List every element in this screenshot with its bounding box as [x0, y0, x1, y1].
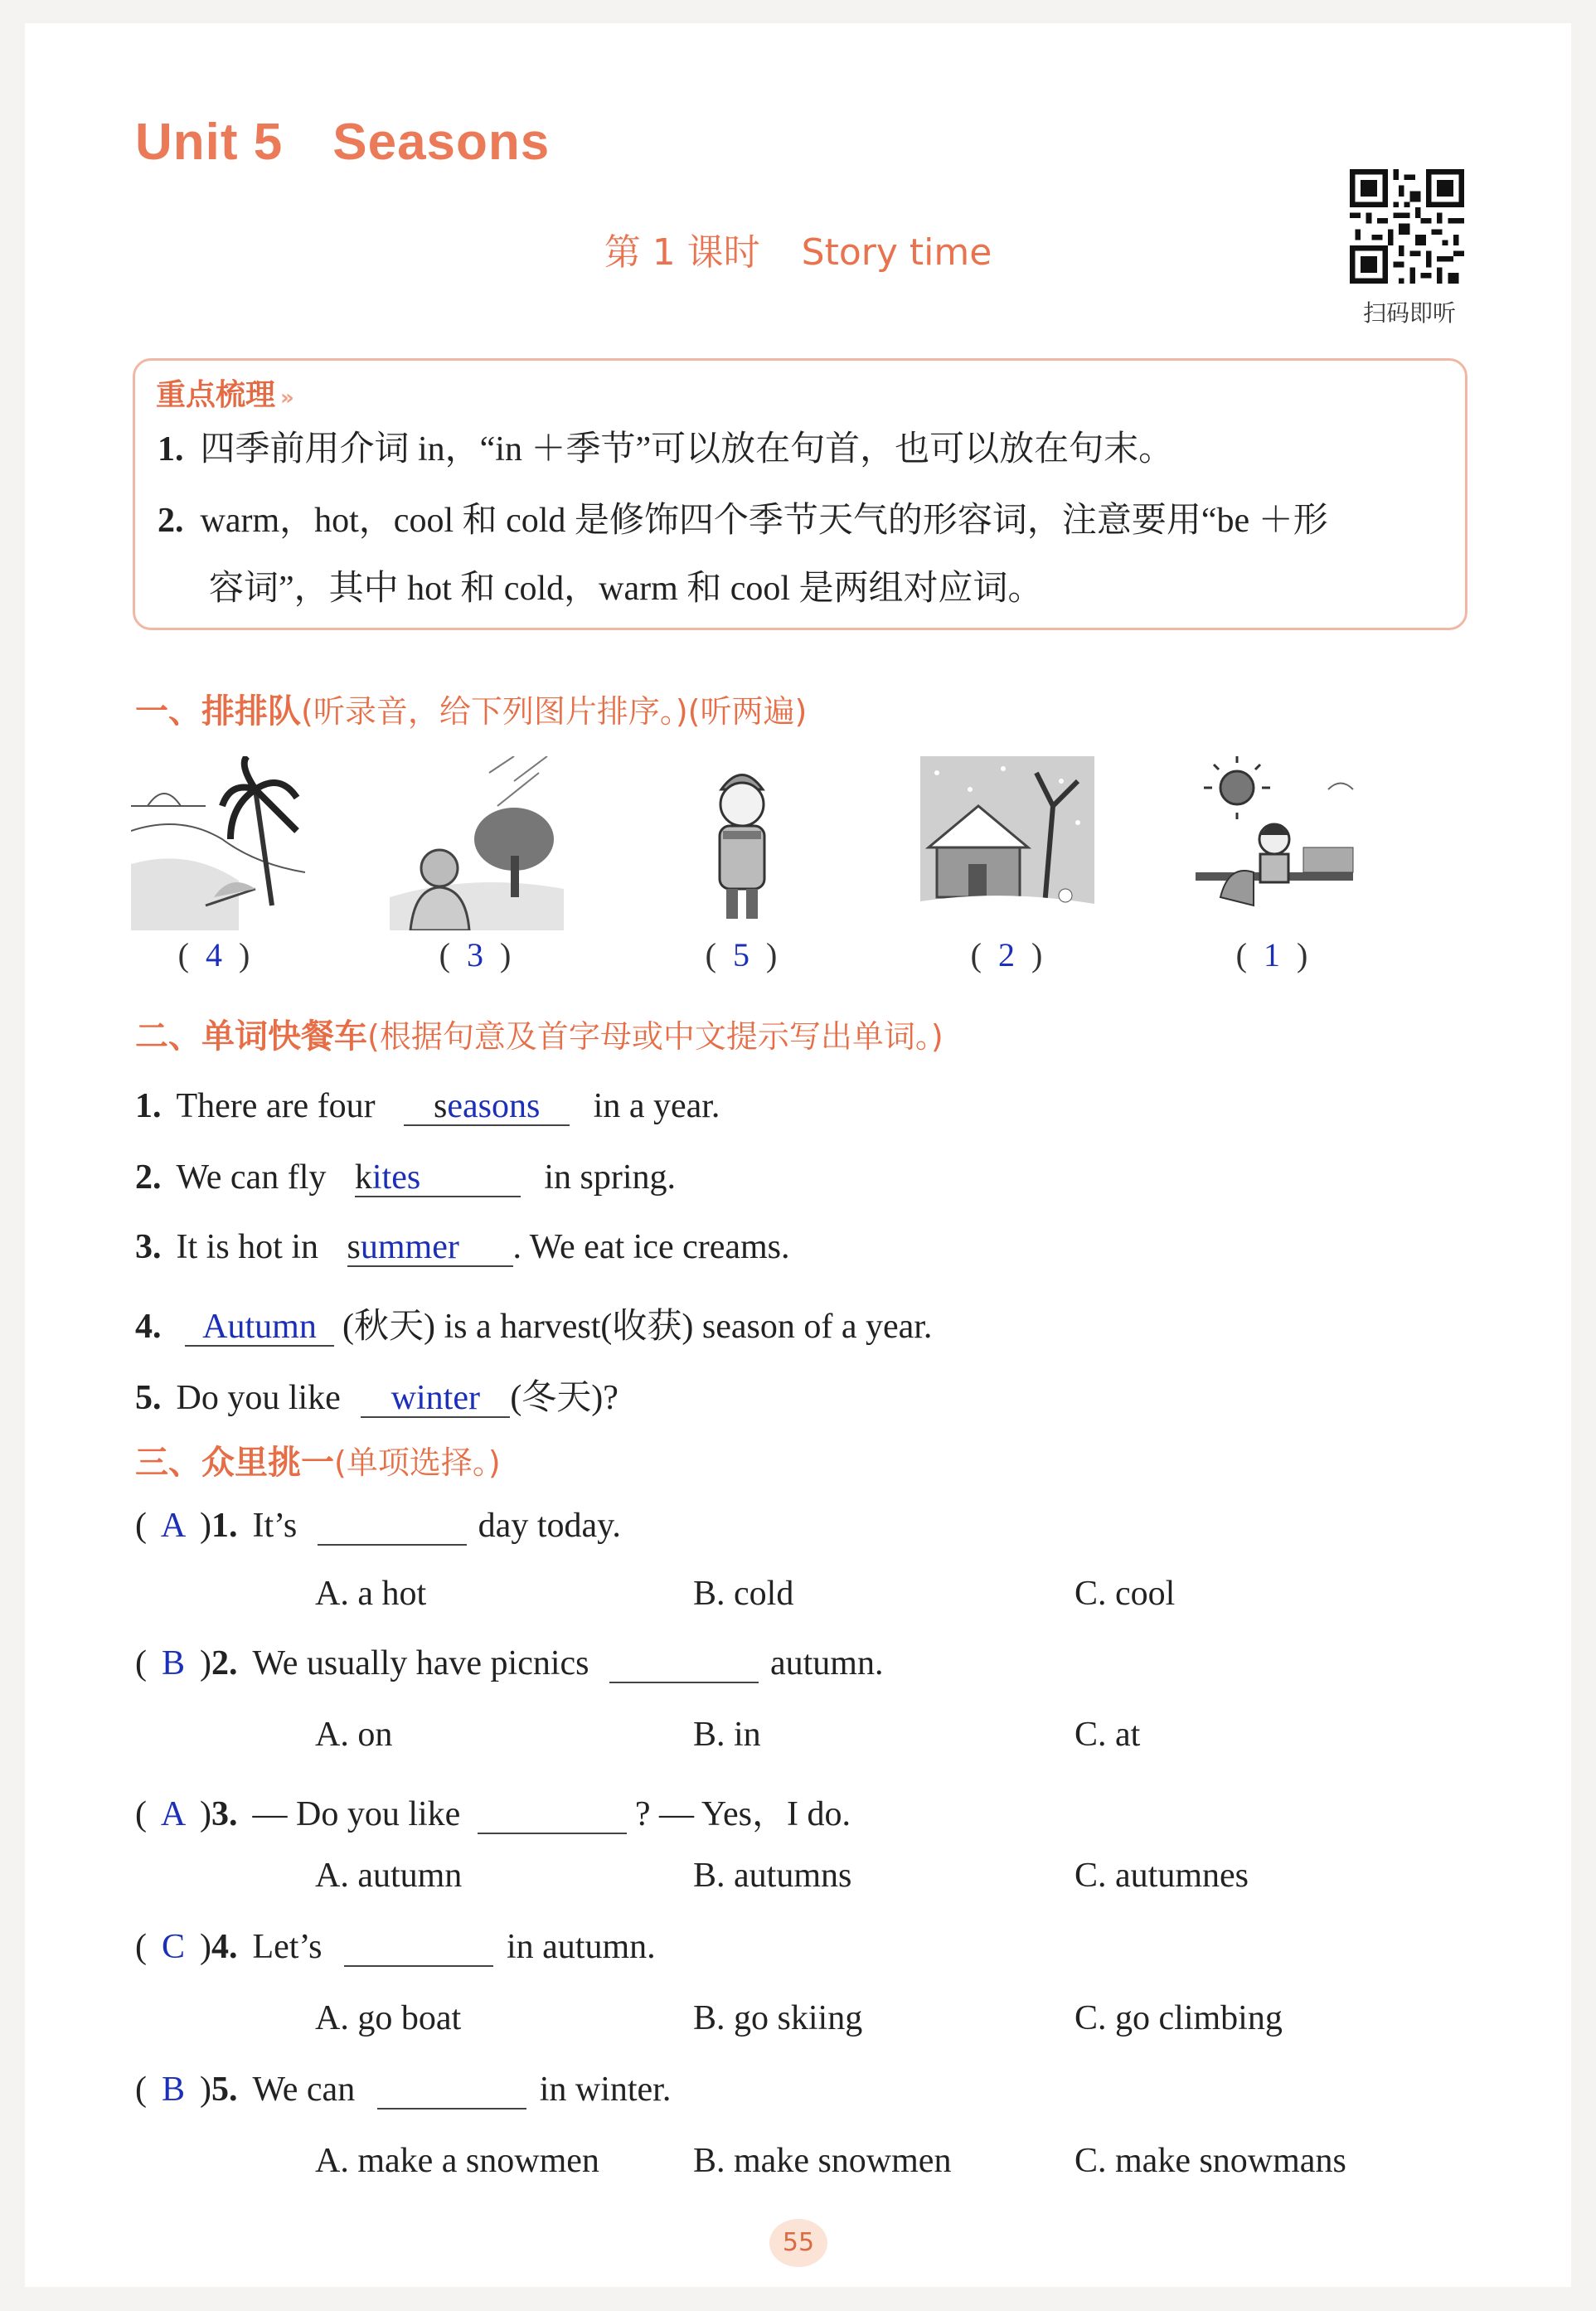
section-2-note: (根据句意及首字母或中文提示写出单词。) [367, 1018, 944, 1055]
key-point-text: 容词”，其中 hot 和 cold，warm 和 cool 是两组对应词。 [209, 570, 1043, 608]
item-num: 4. [211, 1928, 238, 1966]
mc-item-1: ( A )1. It’s day today. [135, 1507, 621, 1545]
key-point-num: 1. [158, 430, 184, 469]
option-b[interactable]: B. cold [693, 1575, 794, 1613]
fill-item-2 [135, 1158, 676, 1197]
stem-before: We can [252, 2071, 356, 2109]
unit-name: Seasons [332, 114, 551, 171]
item-text-after: . We eat ice creams. [512, 1228, 790, 1266]
answer-blank[interactable] [185, 1308, 334, 1347]
order-answer-value: 4 [206, 936, 222, 973]
stem-before: Let’s [252, 1928, 323, 1966]
lesson-name: Story time [801, 231, 992, 274]
item-text-after: in spring. [544, 1158, 677, 1197]
option-c[interactable]: C. at [1075, 1716, 1141, 1754]
answer-blank[interactable] [377, 2071, 526, 2110]
mc-item-2: ( B )2. We usually have picnics autumn. [135, 1644, 884, 1682]
answer-blank[interactable] [404, 1088, 570, 1126]
fill-item-3 [135, 1227, 790, 1267]
sun-boy-bench-icon [1187, 756, 1361, 930]
lesson-number: 第 1 课时 [604, 231, 760, 274]
answer-blank[interactable] [478, 1796, 627, 1834]
key-point-1 [158, 421, 1173, 471]
section-3-heading [135, 1436, 501, 1483]
key-points-title-text: 重点梳理 [156, 378, 276, 412]
option-b[interactable]: B. autumns [693, 1857, 852, 1895]
stem-after: in autumn. [506, 1928, 656, 1966]
item-text-after: (秋天) is a harvest(收获) season of a year. [342, 1308, 933, 1346]
key-point-num: 2. [158, 502, 184, 540]
item-num: 2. [135, 1158, 162, 1197]
key-point-text: warm，hot，cool 和 cold 是修饰四个季节天气的形容词，注意要用“be ＋形 [200, 502, 1328, 540]
mc-answer: A [160, 1507, 187, 1545]
item-text-before: There are four [176, 1087, 376, 1125]
item-num: 3. [211, 1795, 238, 1833]
option-b[interactable]: B. make snowmen [693, 2142, 952, 2180]
section-2-title: 二、单词快餐车 [135, 1017, 367, 1056]
key-point-2 [158, 493, 1328, 542]
snowy-house-icon [920, 756, 1094, 930]
order-answer-3: ( 5 ) [705, 936, 778, 973]
unit-number: Unit 5 [135, 114, 284, 171]
mc-item-4: ( C )4. Let’s in autumn. [135, 1928, 656, 1966]
answer-blank[interactable] [361, 1380, 510, 1418]
hint-letter: s [434, 1087, 448, 1125]
mc-answer: A [160, 1795, 187, 1833]
beach-palm-icon [131, 756, 305, 930]
key-points-title [156, 371, 294, 414]
item-num: 1. [135, 1087, 162, 1125]
stem-before: — Do you like [252, 1795, 461, 1833]
item-text-before: Do you like [176, 1379, 341, 1417]
option-c[interactable]: C. make snowmans [1075, 2142, 1346, 2180]
stem-before: It’s [252, 1507, 298, 1545]
windy-tree-girl-icon [390, 756, 564, 930]
answer-text: ites [371, 1158, 421, 1197]
item-num: 3. [135, 1228, 162, 1266]
hint-letter: s [347, 1228, 361, 1266]
fill-item-4 [135, 1299, 932, 1348]
stem-after: autumn. [770, 1644, 884, 1682]
option-c[interactable]: C. go climbing [1075, 1999, 1283, 2037]
section-3-title: 三、众里挑一 [135, 1444, 334, 1482]
section-1-title: 一、排排队 [135, 692, 301, 731]
unit-title [135, 113, 550, 172]
answer-blank[interactable] [347, 1229, 513, 1267]
option-c[interactable]: C. cool [1075, 1575, 1176, 1613]
order-answer-value: 1 [1264, 936, 1280, 973]
item-num: 4. [135, 1308, 162, 1346]
page-number: 55 [769, 2219, 827, 2267]
option-a[interactable]: A. make a snowmen [315, 2142, 599, 2180]
item-num: 5. [135, 1379, 162, 1417]
order-answer-value: 2 [998, 936, 1015, 973]
section-3-note: (单项选择。) [334, 1444, 501, 1481]
answer-blank[interactable] [344, 1929, 493, 1967]
stem-after: in winter. [539, 2071, 672, 2109]
item-text-after: (冬天)? [510, 1379, 619, 1417]
stem-after: day today. [478, 1507, 621, 1545]
fill-item-1 [135, 1086, 720, 1126]
answer-blank[interactable] [609, 1645, 759, 1683]
stem-after: ? — Yes，I do. [634, 1795, 851, 1833]
mc-item-3: ( A )3. — Do you like ? — Yes，I do. [135, 1795, 851, 1833]
section-1-note: (听录音，给下列图片排序。)(听两遍) [301, 693, 808, 730]
item-text-before: It is hot in [176, 1228, 319, 1266]
answer-text: easons [447, 1087, 541, 1125]
hint-letter: k [354, 1158, 372, 1197]
qr-code-icon[interactable] [1350, 169, 1464, 284]
cold-boy-icon [655, 756, 829, 930]
qr-caption: 扫码即听 [1362, 299, 1456, 327]
item-num: 1. [211, 1507, 238, 1545]
item-num: 2. [211, 1644, 238, 1682]
key-point-text: 四季前用介词 in，“in ＋季节”可以放在句首，也可以放在句末。 [200, 430, 1174, 469]
mc-answer: C [161, 1928, 185, 1966]
option-b[interactable]: B. in [693, 1716, 761, 1754]
option-c[interactable]: C. autumnes [1075, 1857, 1249, 1895]
item-text-after: in a year. [593, 1087, 720, 1125]
mc-answer: B [161, 1644, 185, 1682]
option-a[interactable]: A. on [315, 1716, 393, 1754]
section-2-heading [135, 1010, 944, 1057]
order-answer-value: 3 [467, 936, 483, 973]
double-chevron-icon: » [280, 386, 294, 410]
mc-item-5: ( B )5. We can in winter. [135, 2071, 672, 2109]
answer-blank[interactable] [355, 1159, 521, 1197]
answer-text: Autumn [202, 1308, 317, 1346]
order-answer-value: 5 [733, 936, 749, 973]
order-answer-5: ( 1 ) [1235, 936, 1308, 973]
order-answer-2: ( 3 ) [439, 936, 512, 973]
mc-answer: B [161, 2071, 185, 2109]
answer-blank[interactable] [318, 1507, 467, 1546]
option-a[interactable]: A. go boat [315, 1999, 462, 2037]
option-a[interactable]: A. autumn [315, 1857, 463, 1895]
key-point-2-cont [209, 561, 1043, 610]
option-b[interactable]: B. go skiing [693, 1999, 863, 2037]
answer-text: ummer [360, 1228, 459, 1266]
item-num: 5. [211, 2071, 238, 2109]
answer-text: winter [391, 1379, 480, 1417]
order-answer-1: ( 4 ) [177, 936, 250, 973]
order-answer-4: ( 2 ) [970, 936, 1043, 973]
section-1-heading [135, 685, 807, 732]
item-text-before: We can fly [176, 1158, 327, 1197]
stem-before: We usually have picnics [252, 1644, 589, 1682]
fill-item-5 [135, 1370, 619, 1420]
option-a[interactable]: A. a hot [315, 1575, 427, 1613]
